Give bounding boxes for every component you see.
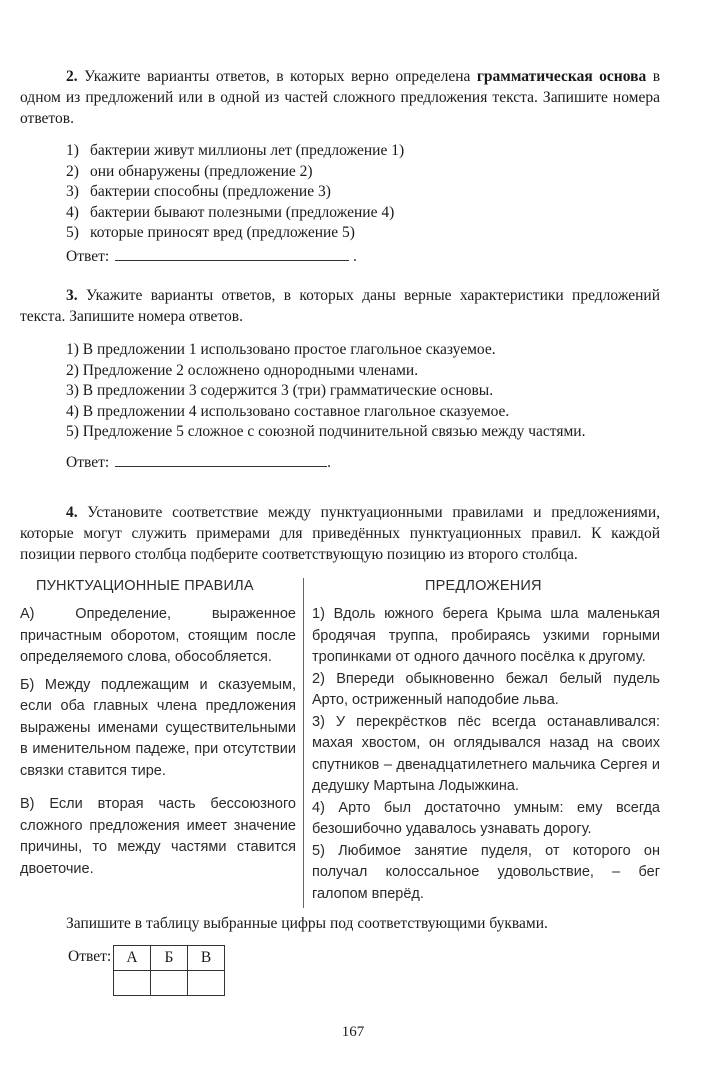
- task2-option: 5) которые приносят вред (предложение 5): [66, 224, 355, 241]
- task2-option: 3) бактерии способны (предложение 3): [66, 183, 331, 200]
- task3-option: 1) В предложении 1 использовано простое глагольное сказуемое.: [66, 341, 496, 358]
- rule-item-a: А) Определение, выраженное причастным оборотом, стоящим после определяемого слова, обособляется.: [20, 606, 296, 665]
- task3-number: 3.: [66, 287, 78, 304]
- page-number: 167: [341, 1024, 365, 1040]
- column-divider: [303, 578, 304, 908]
- answer-table-header: В: [188, 946, 225, 971]
- task2-answer-blank[interactable]: [115, 246, 349, 261]
- sentences-column-header: ПРЕДЛОЖЕНИЯ: [425, 578, 542, 594]
- task3-answer-blank[interactable]: [115, 452, 327, 467]
- task4-text: Установите соответствие между пунктуационными правилами и предложениями, которые могут служить примерами для приведённых пунктуационных правил. К каждой позиции первого столбца подберите соответствующую позицию из второго столбца.: [20, 504, 660, 563]
- answer-table-header: А: [114, 946, 151, 971]
- task2-text-after: в одном из предложений или в одной из частей сложного предложения текста. Запишите номера ответов.: [20, 68, 661, 127]
- sentence-item-2: 2) Впереди обыкновенно бежал белый пудель Арто, остриженный наподобие льва.: [312, 670, 660, 708]
- task2-option: 1) бактерии живут миллионы лет (предложение 1): [66, 142, 405, 159]
- task2-option: 2) они обнаружены (предложение 2): [66, 162, 313, 180]
- answer-cell-a[interactable]: [114, 971, 151, 996]
- task3-prompt: [20, 285, 660, 327]
- task2-option: 4) бактерии бывают полезными (предложение 4): [66, 203, 395, 221]
- task2-options: [66, 141, 404, 244]
- task3-text: Укажите варианты ответов, в которых даны верные характеристики предложений текста. Запишите номера ответов.: [20, 287, 660, 325]
- sentence-item-3: 3) У перекрёстков пёс всегда останавливался: махая хвостом, он оглядывался назад на своих спутников – двенадцатилетнего мальчика Сергея и дедушку Мартына Лодыжкина.: [312, 713, 660, 794]
- sentence-item-1: 1) Вдоль южного берега Крыма шла маленькая бродячая труппа, пробираясь узкими горными тропинками от одного дачного посёлка к другому.: [312, 606, 660, 665]
- task4-prompt: [20, 502, 660, 565]
- sentence-item-4: 4) Арто был достаточно умным: ему всегда безошибочно удавалось узнавать дорогу.: [312, 799, 660, 837]
- task3-answer-line: Ответ: .: [66, 454, 332, 471]
- rule-item-c: В) Если вторая часть бессоюзного сложного предложения имеет значение причины, то между частями ставится двоеточие.: [20, 796, 296, 877]
- task2-answer-label: Ответ:: [66, 248, 110, 265]
- task3-option: 2) Предложение 2 осложнено однородными членами.: [66, 361, 419, 379]
- task4-answer-label: Ответ:: [68, 948, 112, 965]
- task3-option: 4) В предложении 4 использовано составное глагольное сказуемое.: [66, 402, 510, 420]
- rules-column-header: ПУНКТУАЦИОННЫЕ ПРАВИЛА: [36, 578, 254, 594]
- rule-item-b: Б) Между подлежащим и сказуемым, если оба главных члена предложения выражены именами существительными в именительном падеже, при отсутствии связки ставится тире.: [20, 676, 296, 779]
- task2-bold-term: грамматическая основа: [476, 68, 647, 85]
- task2-number: 2.: [66, 68, 78, 85]
- task3-option: 3) В предложении 3 содержится 3 (три) грамматические основы.: [66, 382, 494, 399]
- task2-answer-line: Ответ: .: [66, 248, 357, 265]
- answer-cell-c[interactable]: [188, 971, 225, 996]
- sentences-column: [312, 604, 660, 905]
- task2-prompt: [20, 66, 660, 129]
- task2-text-before: Укажите варианты ответов, в которых верно определена: [84, 68, 471, 85]
- answer-cell-b[interactable]: [151, 971, 188, 996]
- rules-column: [20, 604, 296, 880]
- task3-option: 5) Предложение 5 сложное с союзной подчинительной связью между частями.: [66, 423, 586, 440]
- task3-options: [66, 340, 585, 443]
- answer-table-header: Б: [151, 946, 188, 971]
- task4-instruction: Запишите в таблицу выбранные цифры под соответствующими буквами.: [66, 915, 548, 932]
- sentence-item-5: 5) Любимое занятие пуделя, от которого он получал колоссальное удовольствие, – бег галопом вперёд.: [312, 842, 660, 902]
- task4-number: 4.: [66, 504, 78, 521]
- answer-table: [113, 945, 225, 996]
- task3-answer-label: Ответ:: [66, 454, 110, 471]
